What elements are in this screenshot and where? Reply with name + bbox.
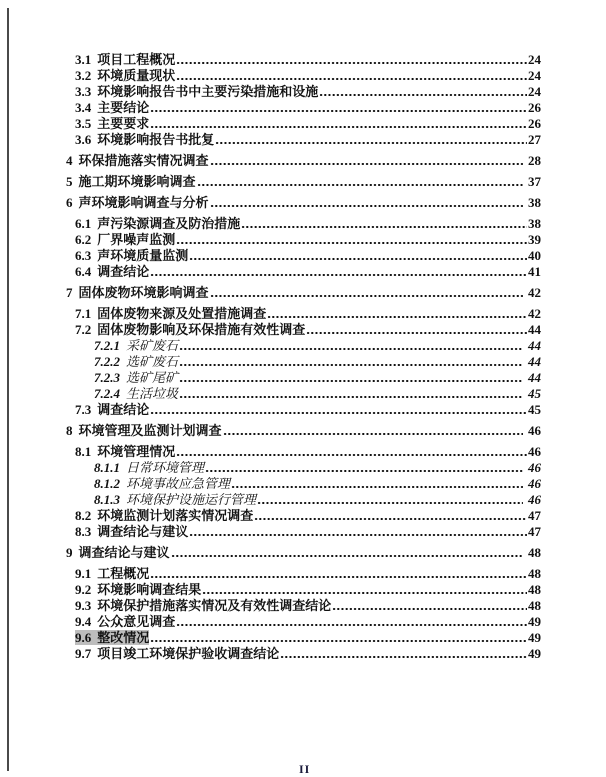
dot-leader [150,632,527,645]
dot-leader [319,86,527,99]
toc-entry-label [75,402,149,417]
toc-entry-number: 6.3 [75,248,92,263]
toc-entry-page-number: 39 [528,232,541,247]
dot-leader [280,648,527,661]
toc-entry-title: 调查结论 [97,264,150,279]
toc-entry-title: 项目竣工环境保护验收调查结论 [97,646,280,661]
toc-entry [66,476,541,491]
toc-entry-page-number: 42 [528,306,541,321]
toc-entry-label [75,116,149,131]
toc-entry-number: 7.2 [75,322,92,337]
dot-leader [176,446,527,459]
dot-leader [231,478,523,491]
toc-entry-label [75,84,318,99]
dot-leader [189,250,527,263]
toc-entry-page-number: 28 [528,153,541,168]
toc-entry-number: 9.7 [75,646,92,661]
dot-leader [150,568,527,581]
toc-entry-label [66,285,209,300]
dot-leader [176,54,527,67]
toc-entry-number: 7.2.3 [94,370,120,385]
toc-entry-number: 8 [66,423,73,438]
toc-entry-title: 环境保护措施落实情况及有效性调查结论 [97,598,332,613]
toc-entry-page-number: 38 [528,216,541,231]
toc-entry [66,492,541,507]
toc-entry [66,460,541,475]
dot-leader [254,510,527,523]
toc-entry [66,444,541,459]
toc-entry-label [94,354,178,369]
toc-entry-number: 9.1 [75,566,92,581]
toc-entry-title: 环境管理及监测计划调查 [78,423,222,438]
toc-entry-number: 8.1.2 [94,476,120,491]
toc-entry-label [75,508,253,523]
toc-entry-label [75,582,201,597]
toc-entry-label [75,646,279,661]
toc-entry-label [75,630,149,645]
toc-entry-label [75,524,188,539]
toc-entry [66,84,541,99]
toc-entry-page-number: 27 [528,132,541,147]
toc-entry-number: 6.4 [75,264,92,279]
toc-entry-title: 环境影响报告书批复 [97,132,215,147]
toc-entry-title: 声环境影响调查与分析 [78,195,209,210]
toc-entry-label [66,423,222,438]
dot-leader [257,494,523,507]
dot-leader [176,70,527,83]
toc-entry-page-number: 49 [528,614,541,629]
toc-entry-title: 整改情况 [97,630,150,645]
toc-entry [66,508,541,523]
toc-entry-title: 采矿废石 [126,338,179,353]
toc-entry [66,52,541,67]
dot-leader [171,547,523,560]
toc-entry-label [66,174,196,189]
dot-leader [306,324,527,337]
toc-entry-label [75,68,175,83]
dot-leader [150,266,527,279]
toc-entry-number: 6.2 [75,232,92,247]
toc-entry-label [75,566,149,581]
toc-entry-number: 3.5 [75,116,92,131]
dot-leader [202,584,527,597]
toc-entry [66,132,541,147]
toc-entry [66,248,541,263]
toc-entry-page-number: 46 [528,444,541,459]
toc-entry-number: 3.4 [75,100,92,115]
toc-entry [66,216,541,231]
toc-entry-label [75,232,175,247]
toc-entry [66,614,541,629]
dot-leader [241,218,527,231]
toc-entry-page-number: 49 [528,646,541,661]
toc-entry-page-number: 46 [528,423,541,438]
toc-entry-number: 9.4 [75,614,92,629]
dot-leader [267,308,527,321]
toc-entry-number: 9 [66,545,73,560]
toc-entry-title: 环境影响调查结果 [97,582,202,597]
toc-entry-number: 7.1 [75,306,92,321]
toc-entry-title: 选矿废石 [126,354,179,369]
toc-entry-title: 环境事故应急管理 [126,476,231,491]
toc-entry-number: 3.1 [75,52,92,67]
toc-entry [66,306,541,321]
toc-entry-label [94,386,178,401]
dot-leader [176,616,527,629]
toc-entry-title: 调查结论与建议 [78,545,170,560]
toc-entry-page-number: 44 [528,338,541,353]
dot-leader [179,340,523,353]
toc-entry-label [66,545,170,560]
toc-entry-number: 7 [66,285,73,300]
toc-entry-title: 生活垃圾 [126,386,179,401]
toc-entry-label [66,153,209,168]
dot-leader [189,526,527,539]
toc-entry-number: 7.2.1 [94,338,120,353]
toc-entry [66,322,541,337]
toc-entry-page-number: 44 [528,322,541,337]
toc-entry-label [66,195,209,210]
toc-entry-number: 7.2.2 [94,354,120,369]
toc-entry-page-number: 24 [528,84,541,99]
toc-entry-label [94,476,230,491]
toc-entry-number: 9.6 [75,630,92,645]
page-edge-scan-line [7,8,9,771]
toc-entry-number: 8.2 [75,508,92,523]
toc-entry-page-number: 47 [528,508,541,523]
toc-entry-page-number: 38 [528,195,541,210]
toc-entry-number: 7.2.4 [94,386,120,401]
dot-leader [150,102,527,115]
toc-entry [66,582,541,597]
dot-leader [197,176,523,189]
toc-entry-page-number: 45 [528,386,541,401]
toc-entry-title: 选矿尾矿 [126,370,179,385]
toc-entry-title: 环境影响报告书中主要污染措施和设施 [97,84,319,99]
toc-entry-title: 声污染源调查及防治措施 [97,216,241,231]
toc-entry-label [75,100,149,115]
toc-entry-page-number: 26 [528,116,541,131]
toc-entry-label [75,264,149,279]
toc-entry-label [75,322,305,337]
toc-entry-page-number: 48 [528,582,541,597]
toc-entry-page-number: 40 [528,248,541,263]
toc-entry-page-number: 46 [528,492,541,507]
toc-entry [66,402,541,417]
toc-entry-title: 主要结论 [97,100,150,115]
toc-entry-number: 4 [66,153,73,168]
toc-entry-page-number: 46 [528,476,541,491]
toc-entry [66,354,541,369]
toc-entry-number: 5 [66,174,73,189]
toc-entry-number: 3.6 [75,132,92,147]
toc-entry [66,153,541,168]
dot-leader [210,287,523,300]
toc-entry-page-number: 49 [528,630,541,645]
toc-entry [66,524,541,539]
toc-entry [66,423,541,438]
toc-entry-page-number: 46 [528,460,541,475]
dot-leader [205,462,523,475]
toc-entry-number: 6 [66,195,73,210]
toc-entry-page-number: 47 [528,524,541,539]
toc-entry [66,370,541,385]
toc-entry-title: 项目工程概况 [97,52,176,67]
toc-entry [66,566,541,581]
toc-entry-label [75,444,175,459]
dot-leader [210,197,523,210]
dot-leader [223,425,523,438]
toc-entry-title: 调查结论 [97,402,150,417]
toc-entry-title: 厂界噪声监测 [97,232,176,247]
toc-entry-number: 9.3 [75,598,92,613]
toc-entry-label [75,248,188,263]
toc-entry-title: 日常环境管理 [126,460,205,475]
toc-entry [66,598,541,613]
toc-entry [66,545,541,560]
toc-entry-page-number: 48 [528,545,541,560]
toc-entry-title: 环境保护设施运行管理 [126,492,257,507]
toc-entry-number: 8.3 [75,524,92,539]
toc-entry-page-number: 42 [528,285,541,300]
toc-entry-title: 声环境质量监测 [97,248,189,263]
toc-entry-label [94,492,256,507]
toc-entry-title: 工程概况 [97,566,150,581]
toc-entry [66,264,541,279]
toc-entry [66,232,541,247]
toc-entry-page-number: 26 [528,100,541,115]
toc-entry-number: 8.1.1 [94,460,120,475]
toc-entry-number: 9.2 [75,582,92,597]
toc-entry-title: 环境监测计划落实情况调查 [97,508,254,523]
toc-entry [66,195,541,210]
toc-entry-page-number: 24 [528,52,541,67]
toc-entry-page-number: 45 [528,402,541,417]
toc-entry-title: 主要要求 [97,116,150,131]
toc-entry-page-number: 44 [528,354,541,369]
toc-entry [66,285,541,300]
toc-entry-label [94,460,204,475]
dot-leader [150,404,527,417]
toc-entry [66,116,541,131]
footer-page-number: II [299,762,311,776]
toc-entry-page-number: 44 [528,370,541,385]
toc-entry-title: 调查结论与建议 [97,524,189,539]
toc-entry-title: 固体废物环境影响调查 [78,285,209,300]
toc-entry [66,630,541,645]
toc-entry [66,386,541,401]
toc-entry [66,174,541,189]
toc-entry-page-number: 41 [528,264,541,279]
dot-leader [215,134,527,147]
dot-leader [332,600,527,613]
toc-entry-title: 施工期环境影响调查 [78,174,196,189]
toc-entry-label [94,338,178,353]
toc-entry-page-number: 37 [528,174,541,189]
dot-leader [210,155,523,168]
toc-entry-label [75,132,214,147]
dot-leader [176,234,527,247]
toc-entry-number: 3.3 [75,84,92,99]
toc-entry-title: 环保措施落实情况调查 [78,153,209,168]
toc-entry [66,68,541,83]
toc-entry-page-number: 48 [528,598,541,613]
toc-entry-number: 6.1 [75,216,92,231]
toc-entry-label [75,614,175,629]
toc-entry-number: 3.2 [75,68,92,83]
dot-leader [150,118,527,131]
toc-entry-number: 8.1 [75,444,92,459]
toc-entry-title: 固体废物影响及环保措施有效性调查 [97,322,306,337]
toc-entry-title: 固体废物来源及处置措施调查 [97,306,267,321]
toc-entry [66,100,541,115]
toc-entry [66,338,541,353]
dot-leader [179,356,523,369]
toc-entry-label [75,598,331,613]
toc-entry-number: 8.1.3 [94,492,120,507]
dot-leader [179,372,523,385]
toc-entry-title: 公众意见调查 [97,614,176,629]
toc-entry-title: 环境质量现状 [97,68,176,83]
toc-entry-label [75,306,266,321]
toc-entry-number: 7.3 [75,402,92,417]
toc-entry-page-number: 24 [528,68,541,83]
dot-leader [179,388,523,401]
toc-entry-label [75,216,240,231]
toc-entry-title: 环境管理情况 [97,444,176,459]
toc-entry-label [94,370,178,385]
toc-entry-label [75,52,175,67]
table-of-contents [66,52,541,662]
toc-entry [66,646,541,661]
toc-entry-page-number: 48 [528,566,541,581]
